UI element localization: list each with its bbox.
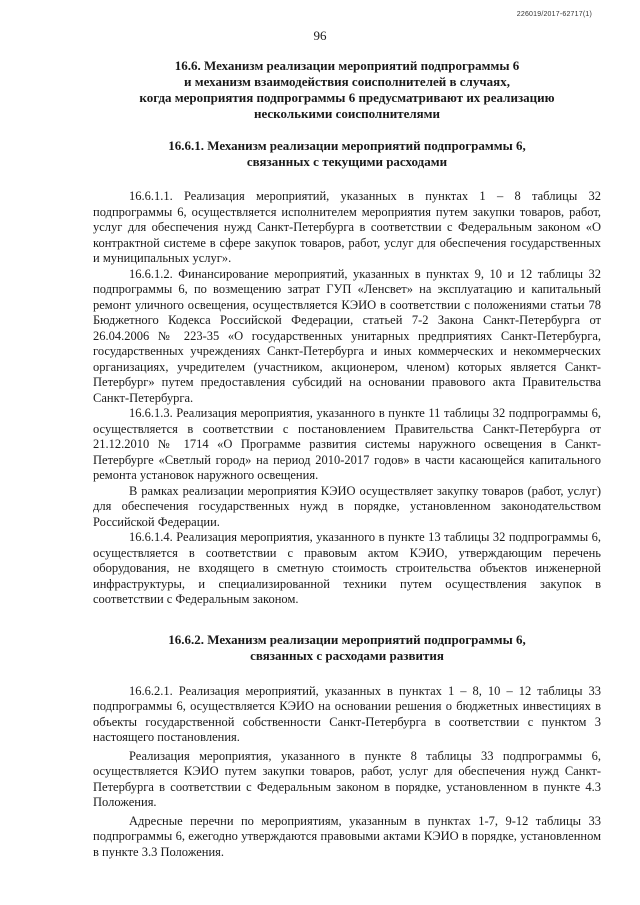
section-heading-line: 16.6. Механизм реализации мероприятий подпрограммы 6 bbox=[174, 58, 520, 73]
document-registration-number: 226019/2017-62717(1) bbox=[516, 11, 592, 18]
subsection-heading-1 bbox=[93, 138, 601, 170]
subsection-heading-line: связанных с текущими расходами bbox=[246, 154, 448, 169]
section-heading-line: несколькими соисполнителями bbox=[253, 106, 441, 121]
paragraph-16-6-1-4: 16.6.1.4. Реализация мероприятия, указанного в пункте 13 таблицы 32 подпрограммы 6, осуществляется в соответствии с правовым актом КЭИО, утверждающим перечень оборудования, не входящего в сметную стоимость строительства объектов инженерной инфраструктуры, и специализированной техники путем осуществления закупок в соответствии с Федеральным законом. bbox=[93, 530, 601, 606]
subsection-heading-2 bbox=[93, 632, 601, 664]
paragraph-item-8-procurement: Реализация мероприятия, указанного в пункте 8 таблицы 33 подпрограммы 6, осуществляется КЭИО путем закупки товаров, работ, услуг для обеспечения нужд Санкт-Петербурга в соответствии с Федеральным законом в порядке, установленном в пункте 4.3 Положения. bbox=[93, 748, 601, 809]
paragraph-address-lists: Адресные перечни по мероприятиям, указанным в пунктах 1-7, 9-12 таблицы 33 подпрограммы 6, ежегодно утверждаются правовыми актами КЭИО в порядке, установленном в пункте 3.3 Положения. bbox=[93, 813, 601, 859]
paragraph-16-6-1-3: 16.6.1.3. Реализация мероприятия, указанного в пункте 11 таблицы 32 подпрограммы 6, осуществляется в соответствии с постановлением Правительства Санкт-Петербурга от 21.12.2010 № 1714 «О Программе развития системы наружного освещения в Санкт-Петербурге «Светлый город» на период 2010-2017 годов» в части касающейся капитального ремонта установок наружного освещения. bbox=[93, 406, 601, 482]
section-heading-line: когда мероприятия подпрограммы 6 предусматривают их реализацию bbox=[139, 90, 555, 105]
page-content bbox=[93, 58, 601, 860]
paragraph-16-6-2-1: 16.6.2.1. Реализация мероприятий, указанных в пунктах 1 – 8, 10 – 12 таблицы 33 подпрограммы 6, осуществляется КЭИО на основании решения о бюджетных инвестициях в объекты государственной собственности Санкт-Петербурга в соответствии с пунктом 3 настоящего постановления. bbox=[93, 683, 601, 744]
section-heading-line: и механизм взаимодействия соисполнителей в случаях, bbox=[184, 74, 510, 89]
section-heading bbox=[93, 58, 601, 122]
subsection-heading-line: 16.6.1. Механизм реализации мероприятий подпрограммы 6, bbox=[168, 138, 526, 153]
paragraph-procurement: В рамках реализации мероприятия КЭИО осуществляет закупку товаров (работ, услуг) для обеспечения государственных нужд в порядке, установленном законодательством Российской Федерации. bbox=[93, 483, 601, 529]
paragraph-16-6-1-1: 16.6.1.1. Реализация мероприятий, указанных в пунктах 1 – 8 таблицы 32 подпрограммы 6, осуществляется исполнителем мероприятия путем закупки товаров, работ, услуг для обеспечения нужд Санкт-Петербурга в соответствии с Федеральным законом «О контрактной системе в сфере закупок товаров, работ, услуг для обеспечения государственных и муниципальных услуг». bbox=[93, 189, 601, 265]
page-number: 96 bbox=[313, 28, 327, 43]
paragraph-16-6-1-2: 16.6.1.2. Финансирование мероприятий, указанных в пунктах 9, 10 и 12 таблицы 32 подпрограммы 6, по возмещению затрат ГУП «Ленсвет» на эксплуатацию и капитальный ремонт уличного освещения, осуществляется КЭИО в соответствии с положениями статьи 78 Бюджетного Кодекса Российской Федерации, статьей 7-2 Закона Санкт-Петербурга от 26.04.2006 № 223-35 «О государственных унитарных предприятиях Санкт-Петербурга, государственных учреждениях Санкт-Петербурга и иных коммерческих и некоммерческих организациях, учредителем (участником, акционером, членом) которых является Санкт-Петербург» путем предоставления субсидий на основании правового акта Правительства Санкт-Петербурга. bbox=[93, 266, 601, 405]
subsection-heading-line: связанных с расходами развития bbox=[250, 647, 444, 663]
subsection-heading-line: 16.6.2. Механизм реализации мероприятий подпрограммы 6, bbox=[168, 631, 526, 647]
